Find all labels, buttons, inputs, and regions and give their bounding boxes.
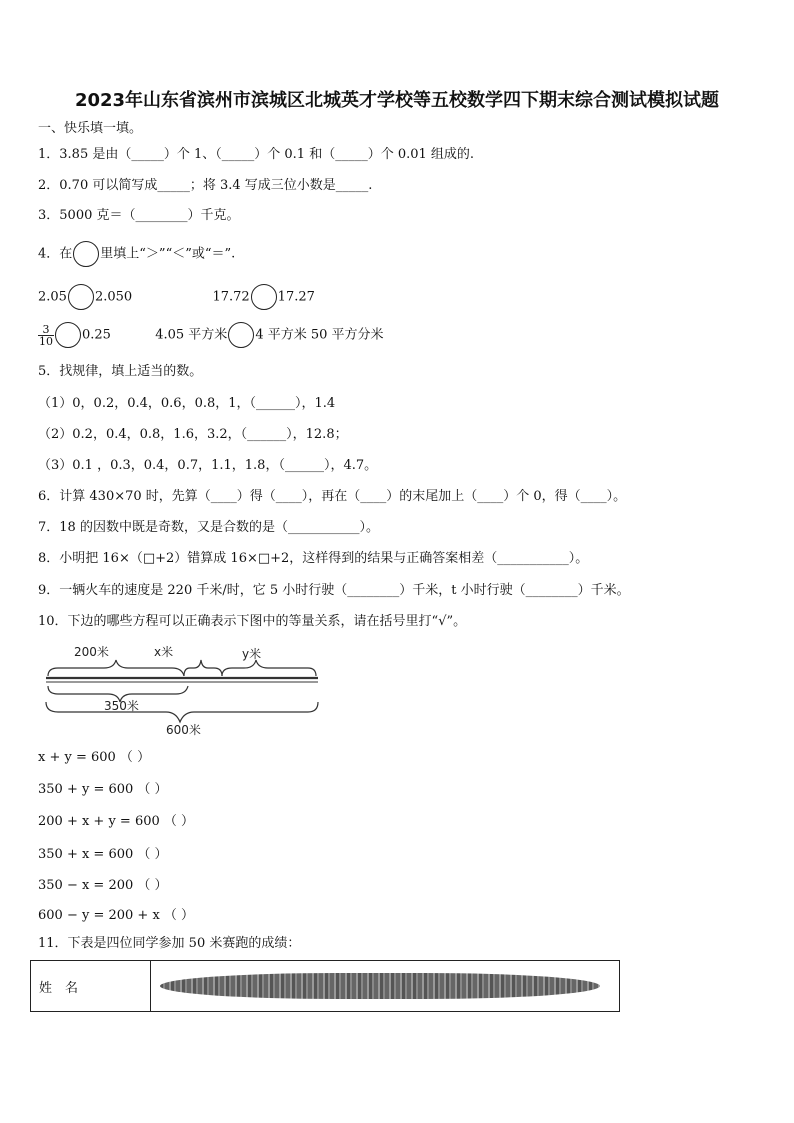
brace-200 (48, 660, 184, 676)
smudge-graphic (160, 973, 600, 999)
equation-2[interactable]: 350 + y = 600 （ ） (38, 782, 168, 797)
compare-circle[interactable] (228, 322, 254, 348)
compare-left: 17.72 (212, 289, 250, 305)
compare-right: 17.27 (277, 289, 315, 305)
compare-row-2 (38, 322, 384, 348)
smudged-cell (151, 961, 620, 1012)
compare-circle[interactable] (68, 284, 94, 310)
fraction: $\frac{3}{10}$ (39, 322, 53, 348)
table-row (31, 961, 620, 1012)
label-x: x米 (154, 645, 174, 659)
page-title: 2023年山东省滨州市滨城区北城英才学校等五校数学四下期末综合测试模拟试题 (74, 90, 720, 111)
question-5-3: （3）0.1 ，0.3，0.4，0.7，1.1，1.8，（______），4.7。 (38, 458, 378, 473)
label-y: y米 (242, 647, 262, 661)
section-heading: 一、快乐填一填。 (38, 121, 143, 136)
score-table (30, 960, 620, 1012)
label-200: 200米 (74, 645, 109, 659)
equation-1[interactable]: x + y = 600 （ ） (38, 750, 151, 765)
question-9: 9．一辆火车的速度是 220 千米/时，它 5 小时行驶（________）千米，t 小时行驶（________）千米。 (38, 583, 630, 598)
equation-3[interactable]: 200 + x + y = 600 （ ） (38, 814, 195, 829)
question-2: 2．0.70 可以简写成_____；将 3.4 写成三位小数是_____. (38, 178, 373, 193)
question-4 (38, 241, 235, 267)
compare-left: 4.05 平方米 (155, 327, 228, 343)
question-1: 1．3.85 是由（_____）个 1、（_____）个 0.1 和（_____）个 0.01 组成的. (38, 147, 475, 162)
compare-left: 2.05 (38, 289, 67, 305)
question-11: 11．下表是四位同学参加 50 米赛跑的成绩： (38, 936, 301, 951)
question-6: 6．计算 430×70 时，先算（____）得（____），再在（____）的末尾加上（____）个 0，得（____）。 (38, 489, 627, 504)
brace-y (222, 660, 316, 676)
brace-x (184, 660, 222, 676)
label-350: 350米 (104, 699, 139, 713)
question-8: 8．小明把 16×（□+2）错算成 16×□+2，这样得到的结果与正确答案相差（___________）。 (38, 551, 589, 566)
equation-6[interactable]: 600 − y = 200 + x （ ） (38, 908, 195, 923)
question-7: 7．18 的因数中既是奇数，又是合数的是（___________）。 (38, 520, 379, 535)
compare-right: 4 平方米 50 平方分米 (255, 327, 384, 343)
name-label-cell: 姓 名 (31, 961, 151, 1012)
q4-suffix: 里填上“＞”“＜”或“＝”. (100, 246, 236, 262)
compare-circle[interactable] (251, 284, 277, 310)
compare-right: 2.050 (94, 289, 133, 305)
brace-600 (46, 702, 318, 722)
question-5-1: （1）0，0.2，0.4，0.6，0.8，1，（______），1.4 (38, 396, 336, 411)
question-5-2: （2）0.2，0.4，0.8，1.6，3.2，（______），12.8； (38, 427, 348, 442)
equation-5[interactable]: 350 − x = 200 （ ） (38, 878, 168, 893)
question-3: 3．5000 克＝（________）千克。 (38, 208, 240, 223)
compare-circle[interactable] (55, 322, 81, 348)
label-600: 600米 (166, 723, 201, 737)
compare-right: 0.25 (82, 327, 111, 343)
segment-diagram (38, 640, 328, 740)
compare-circle (73, 241, 99, 267)
compare-row-1 (38, 284, 315, 310)
q4-prefix: 4．在 (38, 246, 73, 262)
question-5: 5．找规律，填上适当的数。 (38, 364, 203, 379)
question-10: 10．下边的哪些方程可以正确表示下图中的等量关系，请在括号里打“√”。 (38, 614, 467, 629)
equation-4[interactable]: 350 + x = 600 （ ） (38, 847, 168, 862)
